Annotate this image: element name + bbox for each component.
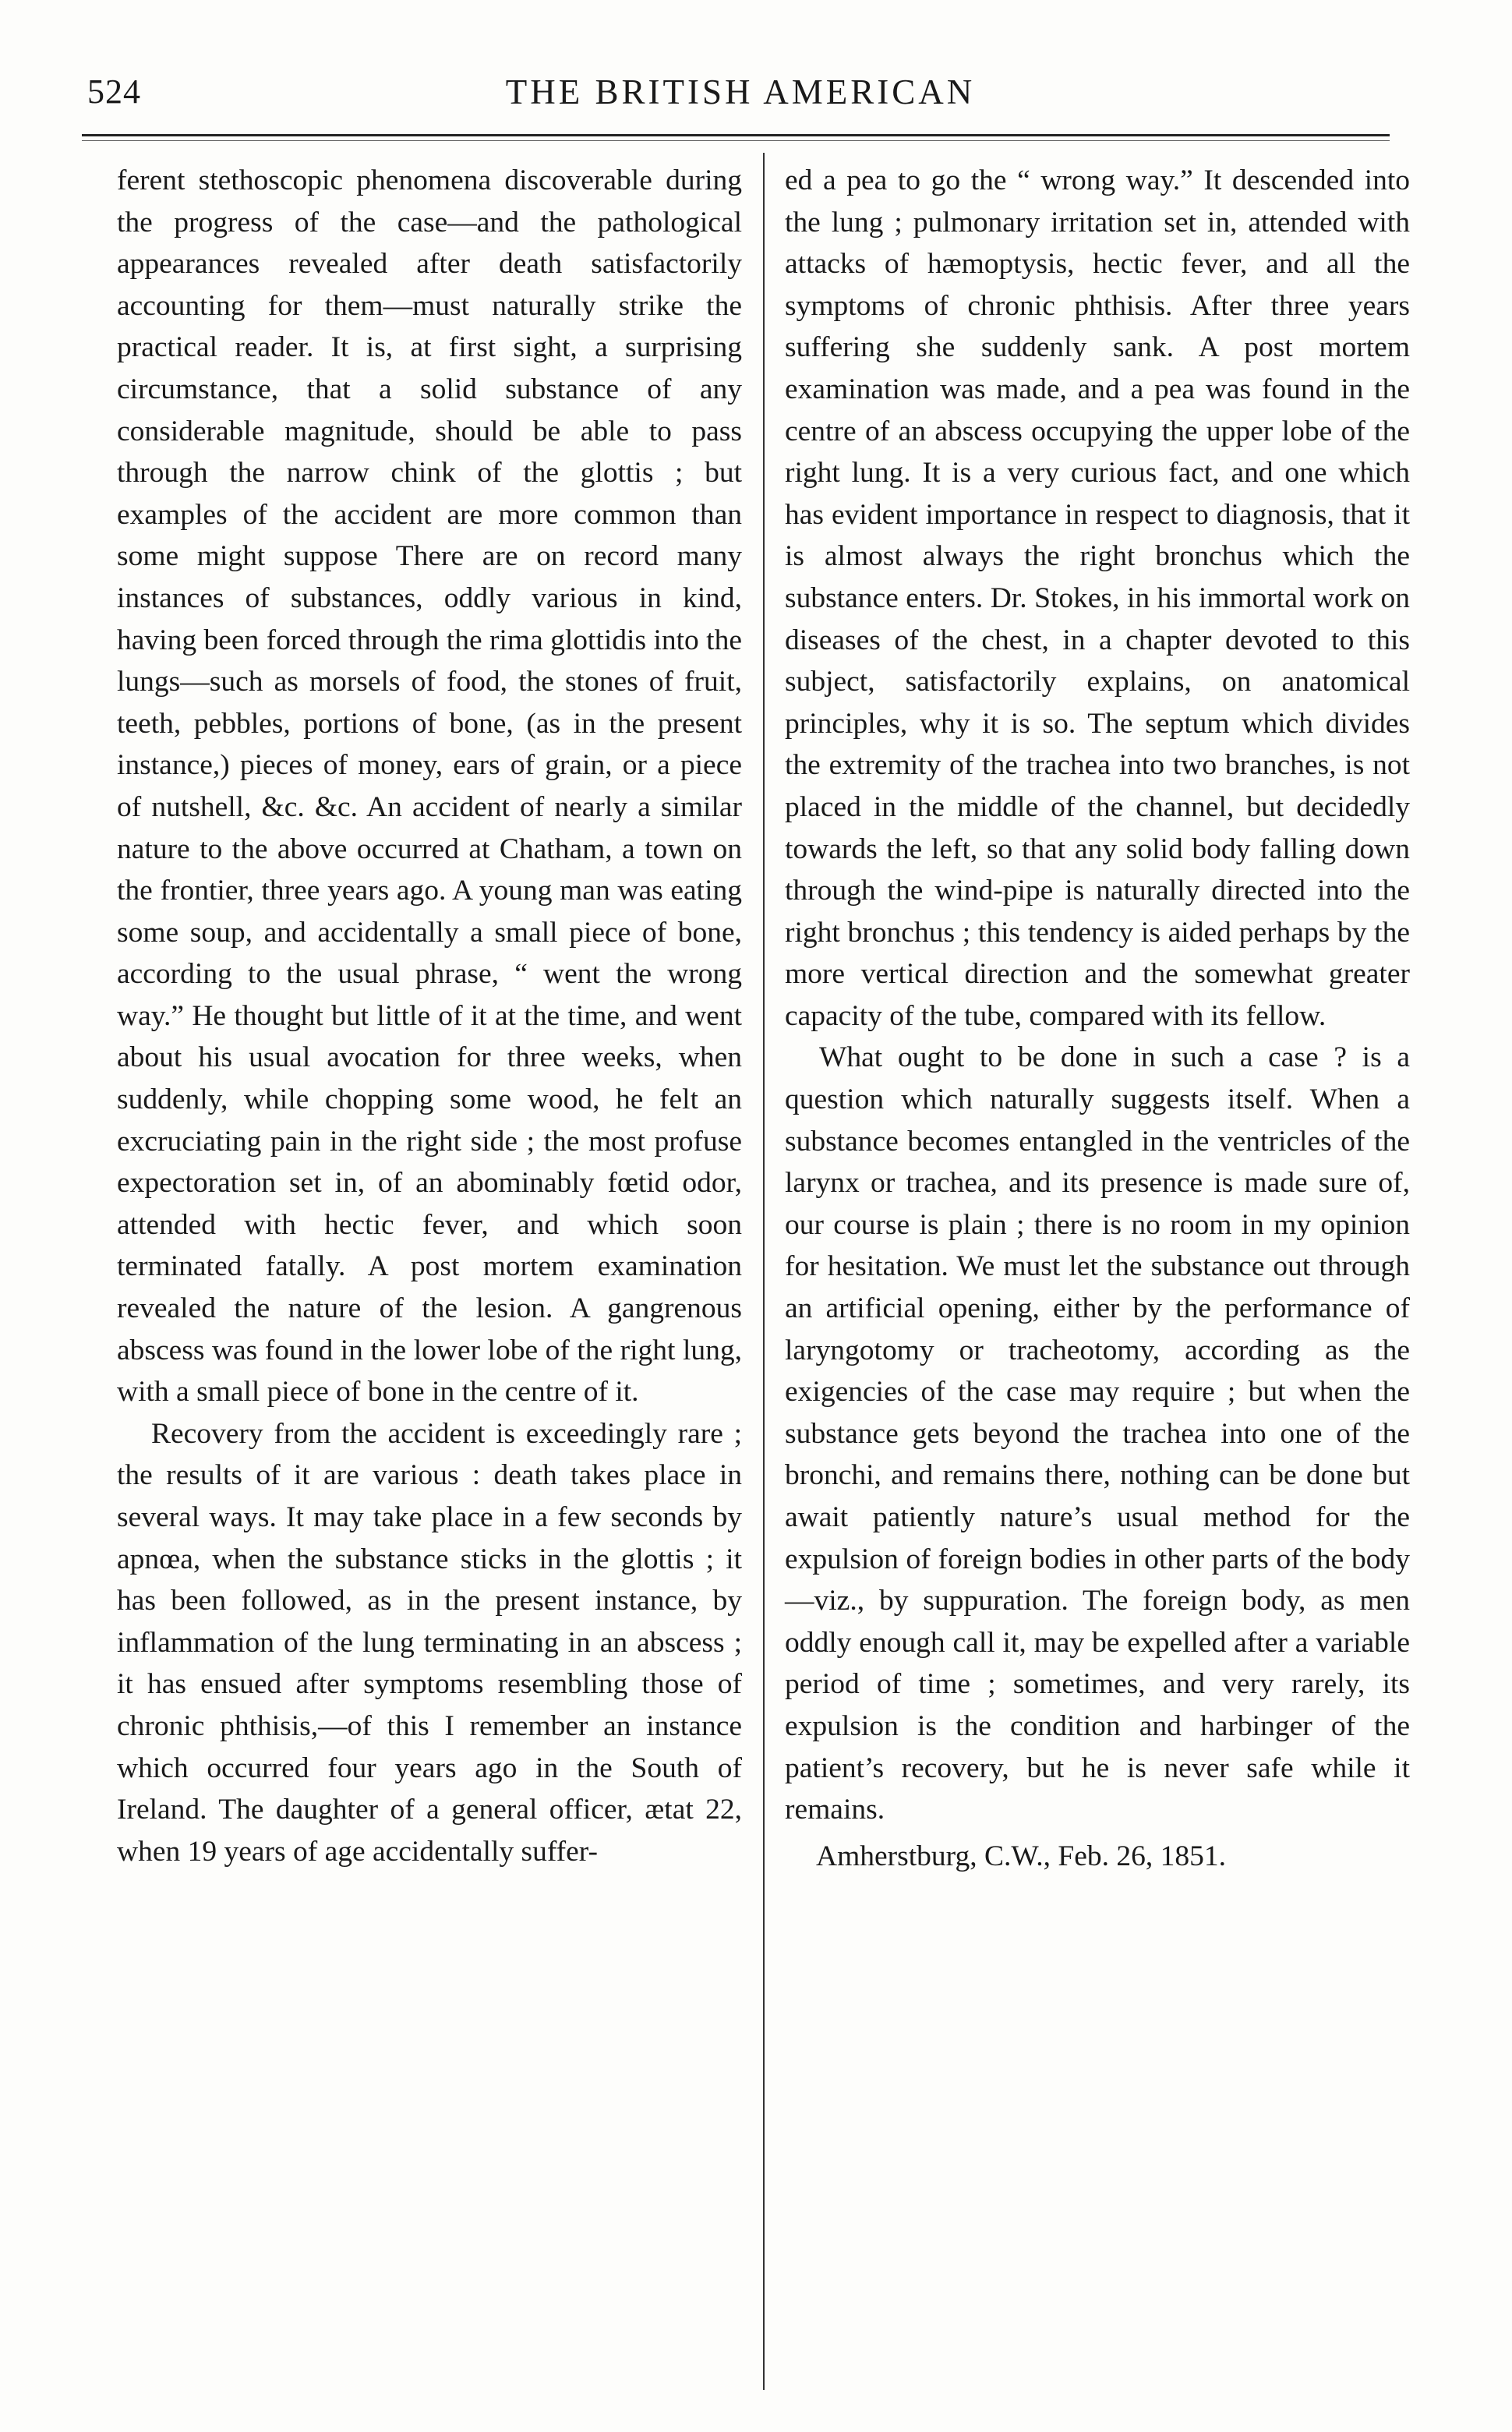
paragraph: Recovery from the accident is exceedingly rare ; the results of it are various : death takes place in several ways. It may take place in a few seconds by apnœa, when the substance sticks in the glottis ; it has been followed, as in the present instance, by inflammation of the lung terminating in an abscess ; it has ensued after symptoms resembling those of chronic phthisis,—of this I remember an instance which occurred four years ago in the South of Ireland. The daughter of a general officer, ætat 22, when 19 years of age accidentally suffer- (117, 1417, 742, 1868)
right-column (785, 160, 1410, 1877)
paragraph: ferent stethoscopic phenomena discoverable during the progress of the case—and the pathological appearances revealed after death satisfactorily accounting for them—must naturally strike the practical reader. It is, at first sight, a surprising circumstance, that a solid substance of any considerable magnitude, should be able to pass through the narrow chink of the glottis ; but examples of the accident are more common than some might suppose There are on record many instances of substances, oddly various in kind, having been forced through the rima glottidis into the lungs—such as morsels of food, the stones of fruit, teeth, pebbles, portions of bone, (as in the present instance,) pieces of money, ears of grain, or a piece of nutshell, &c. &c. An accident of nearly a similar nature to the above occurred at Chatham, a town on the frontier, three years ago. A young man was eating some soup, and accidentally a small piece of bone, according to the usual phrase, “ went the wrong way.” He thought but little of it at the time, and went about his usual avocation for three weeks, when suddenly, while chopping some wood, he felt an excruciating pain in the right side ; the most profuse expectoration set in, of an abominably fœtid odor, attended with hectic fever, and which soon terminated fatally. A post mortem examination revealed the nature of the lesion. A gangrenous abscess was found in the lower lobe of the right lung, with a small piece of bone in the centre of it. (117, 164, 742, 1409)
header-rule-thin (82, 140, 1390, 141)
page-header (78, 72, 1403, 134)
left-column (117, 160, 742, 1872)
paragraph: What ought to be done in such a case ? is a question which naturally suggests itself. When a substance becomes entangled in the ventricles of the larynx or trachea, and its presence is made sure of, our course is plain ; there is no room in my opinion for hesitation. We must let the substance out through an artificial opening, either by the performance of laryngotomy or tracheotomy, according as the exigencies of the case may require ; but when the substance gets beyond the trachea into one of the bronchi, and remains there, nothing can be done but await patiently nature’s usual method for the expulsion of foreign bodies in other parts of the body—viz., by suppuration. The foreign body, as men oddly enough call it, may be expelled after a variable period of time ; sometimes, and very rarely, its expulsion is the condition and harbinger of the patient’s recovery, but he is never safe while it remains. (785, 1041, 1410, 1826)
paragraph: ed a pea to go the “ wrong way.” It descended into the lung ; pulmonary irritation set in, attended with attacks of hæmoptysis, hectic fever, and all the symptoms of chronic phthisis. After three years suffering she suddenly sank. A post mortem examination was made, and a pea was found in the centre of an abscess occupying the upper lobe of the right lung. It is a very curious fact, and one which has evident importance in respect to diagnosis, that it is almost always the right bronchus which the substance enters. Dr. Stokes, in his immortal work on diseases of the chest, in a chapter devoted to this subject, satisfactorily explains, on anatomical principles, why it is so. The septum which divides the extremity of the trachea into two branches, is not placed in the middle of the channel, but decidedly towards the left, so that any solid body falling down through the wind-pipe is naturally directed into the right bronchus ; this tendency is aided perhaps by the more vertical direction and the somewhat greater capacity of the tube, compared with its fellow. (785, 164, 1410, 1032)
column-divider (763, 153, 765, 2390)
header-rule (82, 134, 1390, 136)
page-number: 524 (87, 72, 141, 111)
signature: Amherstburg, C.W., Feb. 26, 1851. (816, 1840, 1227, 1872)
running-title: THE BRITISH AMERICAN (505, 72, 976, 111)
